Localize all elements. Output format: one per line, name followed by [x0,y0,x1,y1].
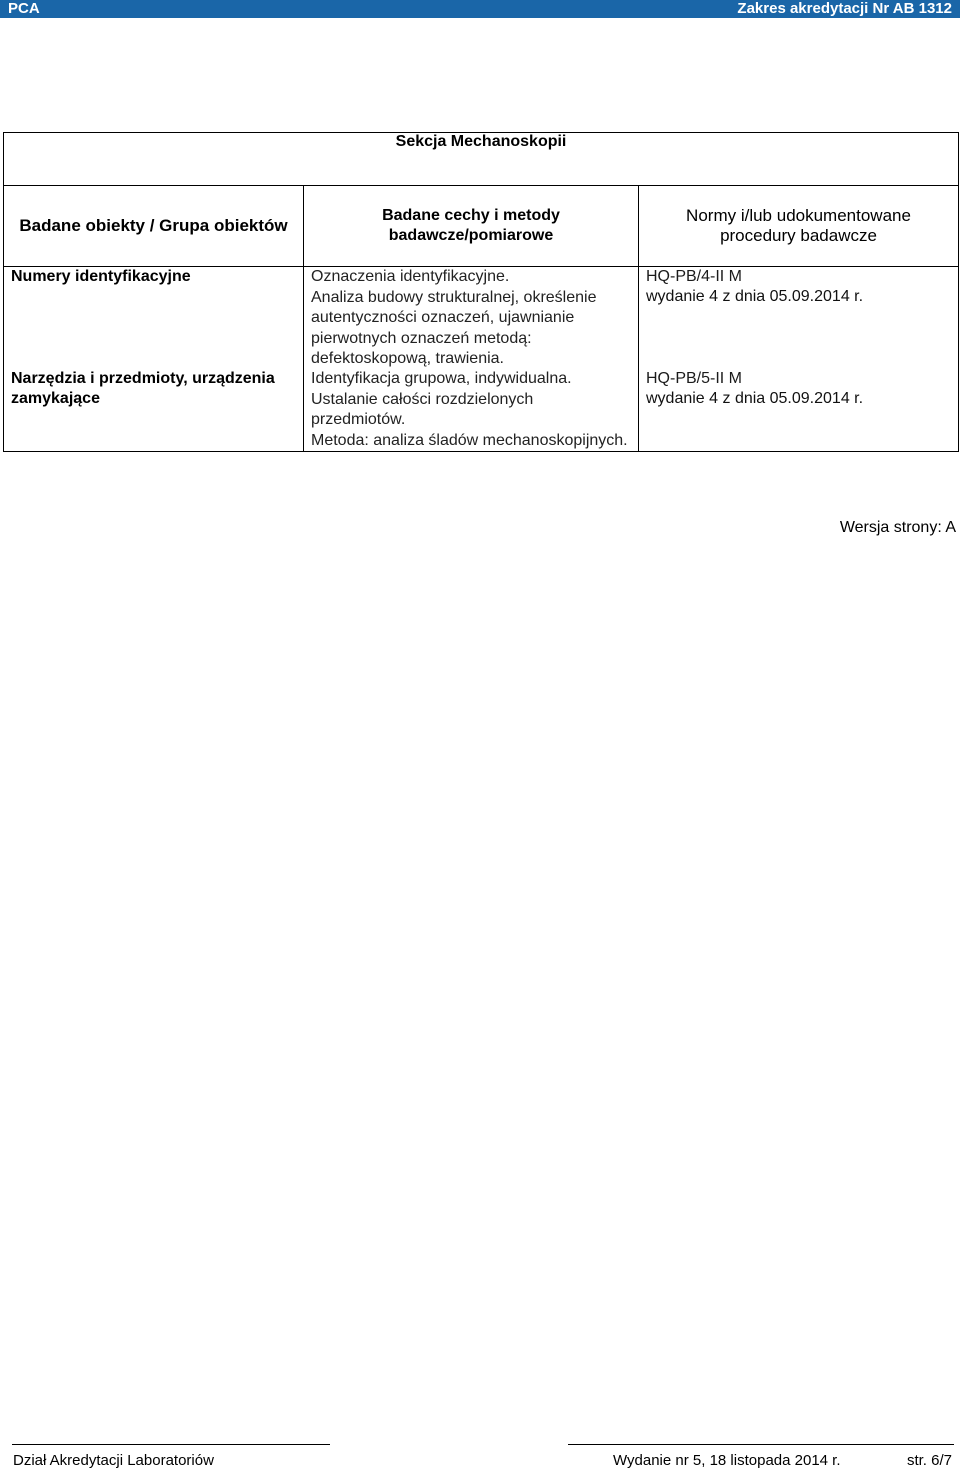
page-header-bar [0,0,960,18]
footer-edition: Wydanie nr 5, 18 listopada 2014 r. [613,1452,841,1469]
method-line: Analiza budowy strukturalnej, określenie autentyczności oznaczeń, ujawnianie pierwotnych oznaczeń metodą: defektoskopową, trawienia. [311,288,597,367]
norm-code: HQ-PB/5-II M [646,370,743,387]
methods-cell [304,267,639,452]
norm-code: HQ-PB/4-II M [646,268,743,285]
column-header-methods: Badane cechy i metody badawcze/pomiarowe [304,186,639,267]
page-version: Wersja strony: A [839,519,956,536]
footer-page-number: str. 6/7 [906,1452,952,1469]
header-document-title: Zakres akredytacji Nr AB 1312 [737,0,952,17]
norms-cell [639,267,959,452]
footer-rule-right [568,1444,954,1445]
footer-department: Dział Akredytacji Laboratoriów [13,1452,214,1469]
method-group [311,369,631,451]
accreditation-scope-table [3,132,959,452]
column-header-norms: Normy i/lub udokumentowane procedury badawcze [639,186,959,267]
norm-edition: wydanie 4 z dnia 05.09.2014 r. [646,288,864,305]
footer-rule-left [12,1444,330,1445]
method-line: Metoda: analiza śladów mechanoskopijnych. [311,431,628,449]
header-org: PCA [8,0,40,17]
section-title: Sekcja Mechanoskopii [4,133,959,186]
object-item: Numery identyfikacyjne [11,268,191,285]
column-header-row [4,186,959,267]
norm-edition: wydanie 4 z dnia 05.09.2014 r. [646,390,864,407]
table-row [4,267,959,452]
norm-item [646,369,951,409]
object-item: Narzędzia i przedmioty, urządzenia zamykające [11,370,275,407]
method-group [311,267,631,369]
objects-cell [4,267,304,452]
column-header-objects: Badane obiekty / Grupa obiektów [4,186,304,267]
method-line: Oznaczenia identyfikacyjne. [311,268,510,285]
norm-item [646,267,951,369]
method-line: Ustalanie całości rozdzielonych przedmiotów. [311,390,534,428]
method-line: Identyfikacja grupowa, indywidualna. [311,370,572,387]
